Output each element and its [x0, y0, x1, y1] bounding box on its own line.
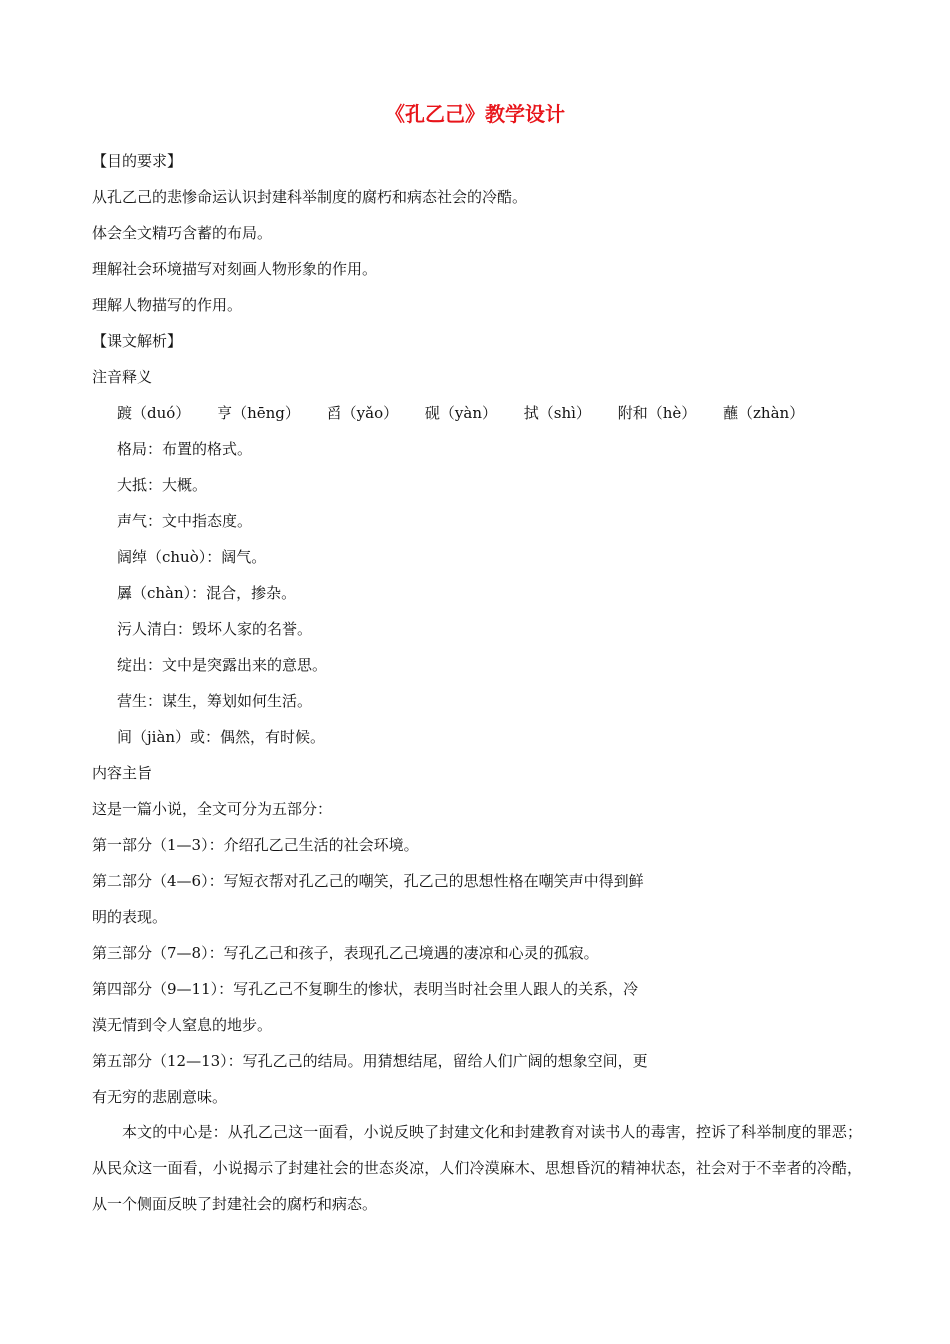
document-title: 《孔乙己》教学设计	[385, 102, 565, 126]
pinyin-row	[117, 403, 826, 423]
content-intro: 这是一篇小说，全文可分为五部分：	[92, 800, 333, 818]
goal-item: 从孔乙己的悲惨命运认识封建科举制度的腐朽和病态社会的冷酷。	[92, 188, 528, 206]
goal-item: 体会全文精巧含蓄的布局。	[92, 224, 273, 242]
part-line: 第四部分（9—11）：写孔乙己不复聊生的惨状，表明当时社会里人跟人的关系，冷	[92, 980, 639, 998]
definition-item: 间（jiàn）或：偶然，有时候。	[117, 728, 326, 746]
analysis-header: 【课文解析】	[92, 332, 183, 350]
part-line: 漠无情到令人窒息的地步。	[92, 1016, 273, 1034]
annotation-header: 注音释义	[92, 368, 153, 386]
pinyin-item: 附和（hè）	[617, 404, 697, 422]
goal-item: 理解社会环境描写对刻画人物形象的作用。	[92, 260, 378, 278]
part-line: 有无穷的悲剧意味。	[92, 1088, 228, 1106]
content-header: 内容主旨	[92, 764, 153, 782]
part-line: 明的表现。	[92, 908, 168, 926]
definition-item: 声气：文中指态度。	[117, 512, 253, 530]
pinyin-item: 亨（hēng）	[217, 404, 300, 422]
definition-item: 绽出：文中是突露出来的意思。	[117, 656, 328, 674]
goals-header: 【目的要求】	[92, 152, 183, 170]
definition-item: 大抵：大概。	[117, 476, 208, 494]
goal-item: 理解人物描写的作用。	[92, 296, 243, 314]
definition-item: 营生：谋生，筹划如何生活。	[117, 692, 313, 710]
part-line: 第一部分（1—3）：介绍孔乙己生活的社会环境。	[92, 836, 419, 854]
definition-item: 污人清白：毁坏人家的名誉。	[117, 620, 313, 638]
definition-item: 羼（chàn）：混合，掺杂。	[117, 584, 297, 602]
part-line: 第二部分（4—6）：写短衣帮对孔乙己的嘲笑，孔乙己的思想性格在嘲笑声中得到鲜	[92, 872, 644, 890]
definition-item: 阔绰（chuò）：阔气。	[117, 548, 267, 566]
pinyin-item: 拭（shì）	[523, 404, 591, 422]
pinyin-item: 踱（duó）	[117, 404, 191, 422]
pinyin-item: 蘸（zhàn）	[723, 404, 805, 422]
definition-item: 格局：布置的格式。	[117, 440, 253, 458]
part-line: 第三部分（7—8）：写孔乙己和孩子，表现孔乙己境遇的凄凉和心灵的孤寂。	[92, 944, 599, 962]
pinyin-item: 砚（yàn）	[424, 404, 497, 422]
part-line: 第五部分（12—13）：写孔乙己的结局。用猜想结尾，留给人们广阔的想象空间，更	[92, 1052, 648, 1070]
pinyin-item: 舀（yǎo）	[326, 404, 399, 422]
center-paragraph: 本文的中心是：从孔乙己这一面看，小说反映了封建文化和封建教育对读书人的毒害，控诉了科举制度的罪恶；从民众这一面看，小说揭示了封建社会的世态炎凉，人们冷漠麻木、思想昏沉的精神状态，社会对于不幸者的冷酷，从一个侧面反映了封建社会的腐朽和病态。	[92, 1123, 862, 1213]
